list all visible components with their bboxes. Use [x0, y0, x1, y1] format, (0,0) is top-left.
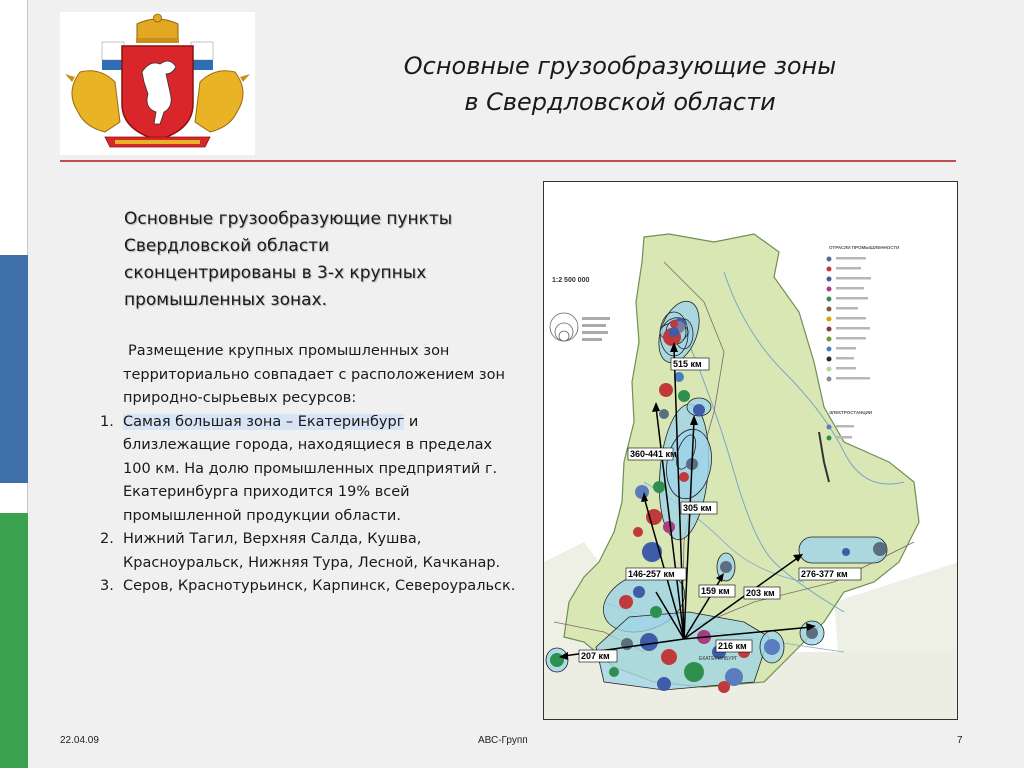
distance-515: 515 км	[673, 359, 702, 369]
side-strip-middle	[0, 483, 28, 513]
list-item	[100, 411, 520, 529]
zones-list	[100, 411, 520, 599]
lead-paragraph: Размещение крупных промышленных зон территориально совпадает с расположением зон природно-сырьевых ресурсов:	[123, 343, 505, 406]
intro-text: Основные грузообразующие пункты Свердловской области сконцентрированы в 3-х крупных промышленных зонах.	[124, 209, 453, 310]
distance-360-441: 360-441 км	[630, 449, 677, 459]
side-strip-green	[0, 513, 28, 768]
page-title	[300, 48, 940, 120]
map-svg	[544, 182, 958, 720]
legend2-title: ЭЛЕКТРОСТАНЦИИ	[829, 410, 873, 415]
list-text: Нижний Тагил, Верхняя Салда, Кушва, Красноуральск, Нижняя Тура, Лесной, Качканар.	[123, 531, 501, 571]
body-text	[100, 340, 520, 599]
footer-page-number: 7	[957, 735, 963, 746]
list-text: и близлежащие города, находящиеся в пределах 100 км. На долю промышленных предприятий г. Екатеринбурга приходится 19% всей промышленной продукции области.	[123, 413, 498, 524]
list-text: Серов, Краснотурьинск, Карпинск, Североуральск.	[123, 578, 516, 594]
list-number: 3.	[100, 578, 114, 594]
list-number: 1.	[100, 413, 114, 430]
footer-date: 22.04.09	[60, 735, 99, 746]
coat-of-arms-icon	[60, 12, 255, 155]
list-item	[100, 575, 520, 599]
distance-305: 305 км	[683, 503, 712, 513]
distance-146-257: 146-257 км	[628, 569, 675, 579]
distance-276-377: 276-377 км	[801, 569, 848, 579]
legend-title: ОТРАСЛИ ПРОМЫШЛЕННОСТИ	[829, 245, 900, 250]
title-line-1: Основные грузообразующие зоны	[403, 52, 837, 80]
map-scale: 1:2 500 000	[552, 277, 590, 284]
footer-company: АВС-Групп	[478, 735, 528, 746]
distance-216: 216 км	[718, 641, 747, 651]
distance-159: 159 км	[701, 586, 730, 596]
title-line-2: в Свердловской области	[464, 88, 776, 116]
side-strip-top	[0, 0, 28, 255]
distance-203: 203 км	[746, 588, 775, 598]
region-map	[543, 181, 958, 720]
title-divider	[60, 160, 956, 162]
side-strip-blue	[0, 255, 28, 483]
list-number: 2.	[100, 531, 114, 547]
highlight-text: Самая большая зона – Екатеринбург	[123, 413, 405, 430]
distance-207: 207 км	[581, 651, 610, 661]
city-label: ЕКАТЕРИНБУРГ	[699, 656, 738, 662]
list-item	[100, 528, 520, 575]
